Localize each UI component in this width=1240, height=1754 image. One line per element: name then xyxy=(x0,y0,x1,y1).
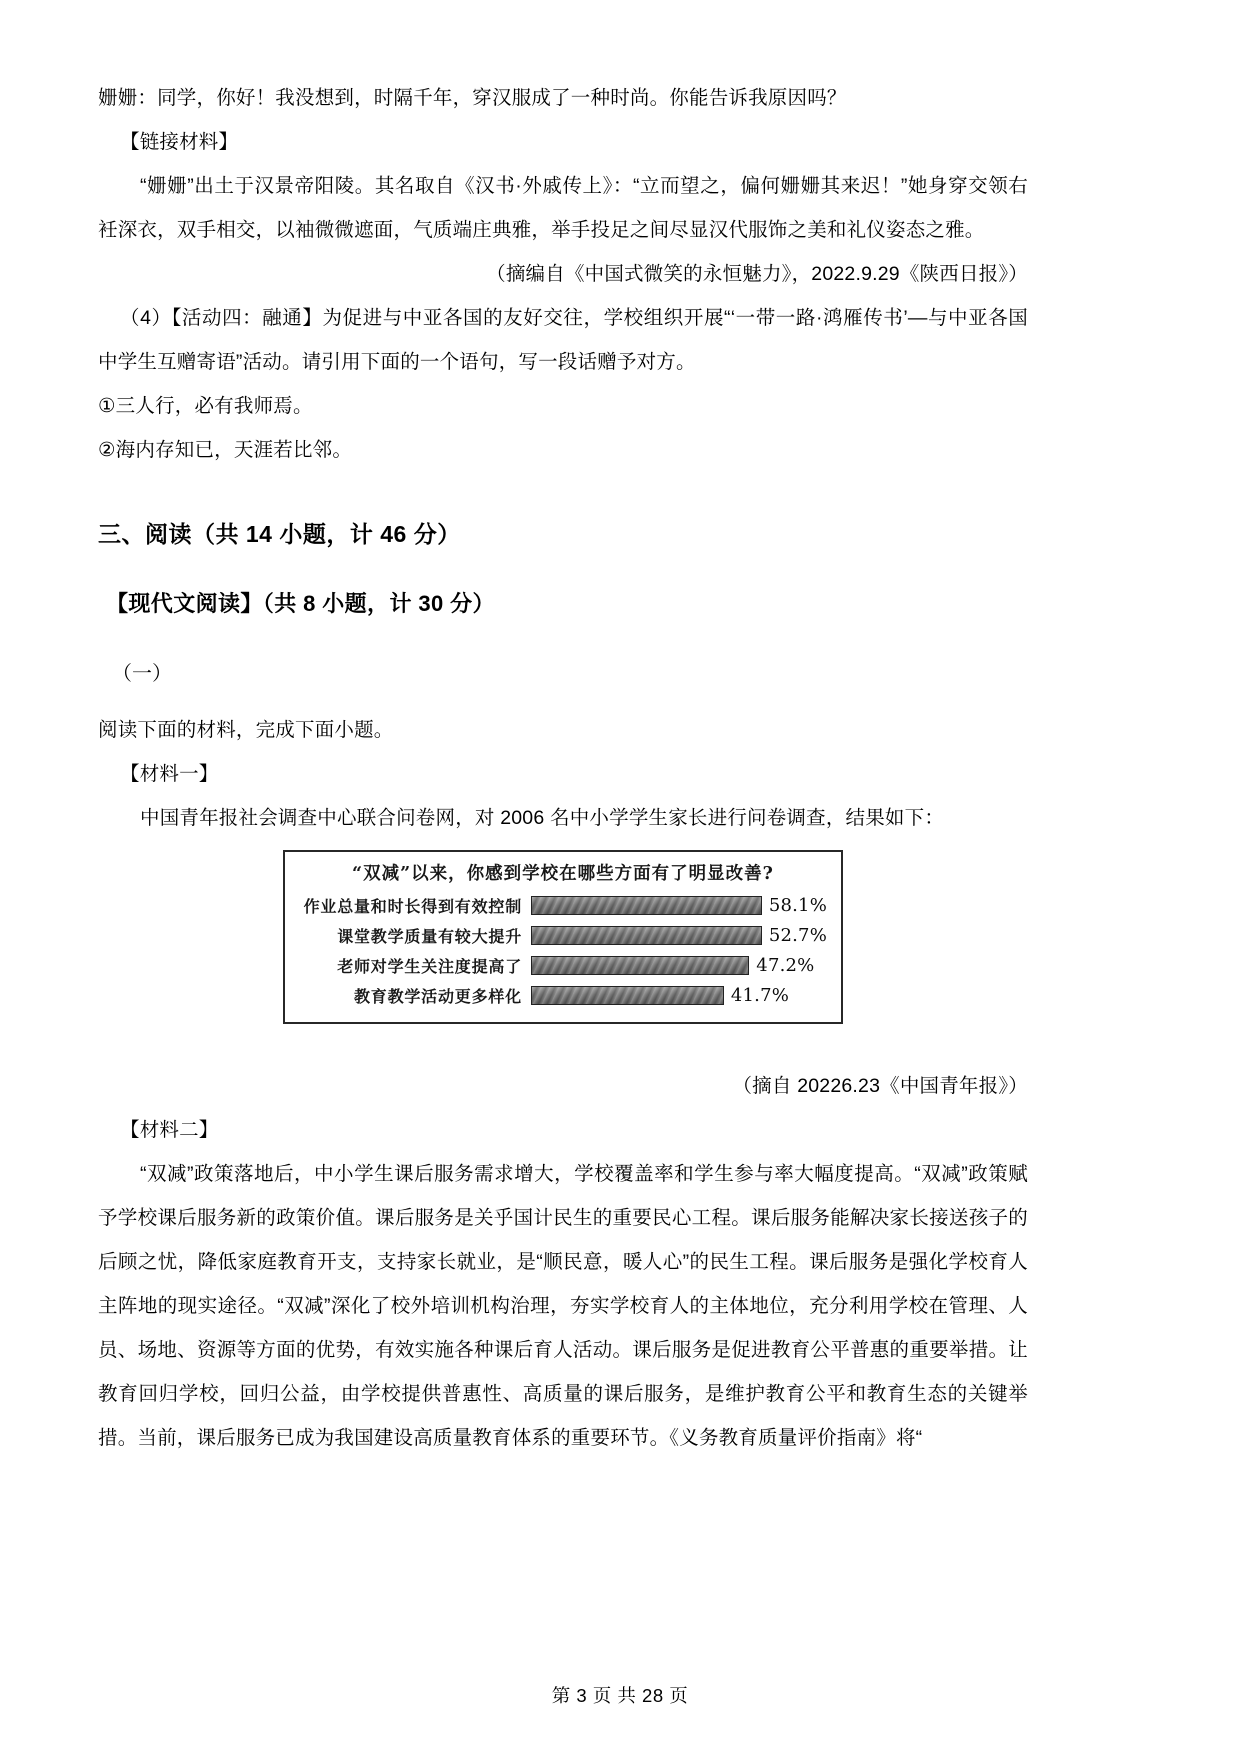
chart-bar-value: 41.7% xyxy=(730,984,790,1006)
chart-bar-fill xyxy=(531,896,762,915)
spacer xyxy=(98,696,1028,708)
chart-category-label: 作业总量和时长得到有效控制 xyxy=(303,896,522,916)
page-content xyxy=(98,76,1028,1460)
modern-reading-subtitle: 【现代文阅读】（共 8 小题，计 30 分） xyxy=(106,591,495,616)
chart-category-label: 课堂教学质量有较大提升 xyxy=(337,926,522,946)
section-three-title: 三、阅读（共 14 小题，计 46 分） xyxy=(98,521,461,547)
chart-bar-value: 47.2% xyxy=(756,954,815,976)
chart-bar-row xyxy=(299,921,827,949)
material-one-source: （摘自 20226.23《中国青年报》） xyxy=(732,1075,1028,1097)
linked-material-source: （摘编自《中国式微笑的永恒魅力》，2022.9.29《陕西日报》） xyxy=(486,263,1028,285)
chart-bar-track xyxy=(531,985,827,1005)
chart-category-label: 教育教学活动更多样化 xyxy=(353,986,522,1006)
spacer xyxy=(98,472,1028,512)
survey-figure-wrapper xyxy=(98,850,1028,1024)
survey-bar-chart xyxy=(283,850,843,1024)
chart-bar-row xyxy=(299,981,827,1009)
chart-bar-track xyxy=(531,955,827,975)
chart-bar-track xyxy=(531,895,827,915)
chart-bar-fill xyxy=(531,926,762,945)
material-two-label: 【材料二】 xyxy=(120,1119,219,1141)
spacer xyxy=(98,556,1028,582)
chart-bar-fill xyxy=(531,956,749,975)
question-4-option-1: ①三人行，必有我师焉。 xyxy=(98,395,313,417)
reading-instruction: 阅读下面的材料，完成下面小题。 xyxy=(98,719,394,741)
spacer xyxy=(98,1024,1028,1064)
linked-material-body: “姗姗”出土于汉景帝阳陵。其名取自《汉书·外戚传上》：“立而望之，偏何姗姗其来迟！”她身穿交领右衽深衣，双手相交，以袖微微遮面，气质端庄典雅，举手投足之间尽显汉代服饰之美和礼仪姿态之雅。 xyxy=(98,175,1028,241)
chart-bar-fill xyxy=(531,986,724,1005)
chart-title: “双减”以来，你感到学校在哪些方面有了明显改善? xyxy=(352,864,774,884)
chart-bar-track xyxy=(531,925,827,945)
linked-material-label: 【链接材料】 xyxy=(120,131,239,153)
material-two-body: “双减”政策落地后，中小学生课后服务需求增大，学校覆盖率和学生参与率大幅度提高。“双减”政策赋予学校课后服务新的政策价值。课后服务是关乎国计民生的重要民心工程。课后服务能解决家长接送孩子的后顾之忧，降低家庭教育开支，支持家长就业，是“顺民意，暖人心”的民生工程。课后服务是强化学校育人主阵地的现实途径。“双减”深化了校外培训机构治理，夯实学校育人的主体地位，充分利用学校在管理、人员、场地、资源等方面的优势，有效实施各种课后育人活动。课后服务是促进教育公平普惠的重要举措。让教育回归学校，回归公益，由学校提供普惠性、高质量的课后服务，是维护教育公平和教育生态的关键举措。当前，课后服务已成为我国建设高质量教育体系的重要环节。《义务教育质量评价指南》将“ xyxy=(98,1163,1028,1449)
question-4-option-2: ②海内存知已，天涯若比邻。 xyxy=(98,439,353,461)
chart-category-label: 老师对学生关注度提高了 xyxy=(337,956,522,976)
chart-bar-value: 58.1% xyxy=(768,894,827,916)
chart-bar-row xyxy=(299,891,827,919)
spacer xyxy=(98,626,1028,652)
material-one-label: 【材料一】 xyxy=(120,763,219,785)
page-footer: 第 3 页 共 28 页 xyxy=(551,1685,689,1706)
chart-bar-value: 52.7% xyxy=(768,924,827,946)
question-4-text: （4）【活动四：融通】为促进与中亚各国的友好交往，学校组织开展“‘一带一路·鸿雁传书’—与中亚各国中学生互赠寄语”活动。请引用下面的一个语句，写一段话赠予对方。 xyxy=(98,307,1028,373)
group-label-one: （一） xyxy=(112,663,172,685)
chart-bar-row xyxy=(299,951,827,979)
dialogue-line: 姗姗：同学，你好！我没想到，时隔千年，穿汉服成了一种时尚。你能告诉我原因吗？ xyxy=(98,87,847,109)
material-one-intro: 中国青年报社会调查中心联合问卷网，对 2006 名中小学学生家长进行问卷调查，结果如下： xyxy=(140,807,945,829)
